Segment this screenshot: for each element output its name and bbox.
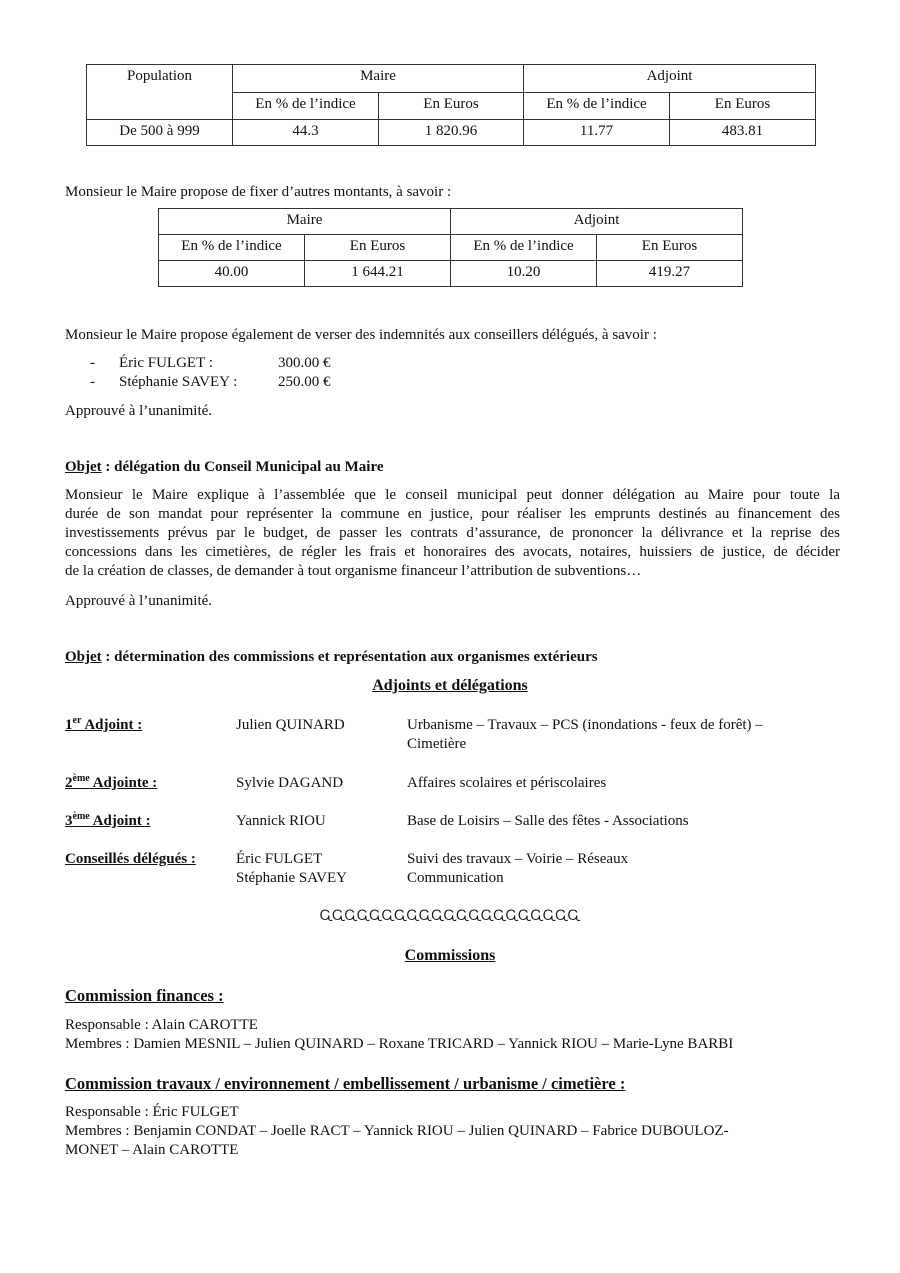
- role-label: Conseillés délégués :: [65, 851, 196, 867]
- adjoint-name: Yannick RIOU: [236, 813, 326, 829]
- header-adjoint: Adjoint: [451, 209, 743, 235]
- role-suffix: ème: [72, 773, 90, 784]
- objet-label: Objet: [65, 459, 102, 475]
- table-cell: 11.77: [524, 120, 670, 146]
- commissions-heading-text: Commissions: [404, 947, 496, 964]
- role-number: 3: [65, 813, 73, 829]
- subheader-indice: En % de l’indice: [159, 235, 305, 261]
- subheader-euros: En Euros: [670, 92, 816, 120]
- header-maire: Maire: [233, 65, 524, 93]
- approval-text: Approuvé à l’unanimité.: [65, 403, 213, 419]
- commission-membres: Membres : Benjamin CONDAT – Joelle RACT – Yannick RIOU – Julien QUINARD – Fabrice DUBOULOZ-: [65, 1123, 729, 1139]
- table-cell: 40.00: [159, 261, 305, 287]
- adjoint-name: Sylvie DAGAND: [236, 775, 344, 791]
- paragraph-line: investissements prévus par le budget, de passer les contrats d’assurance, de prononcer la délivrance et la reprise des: [65, 525, 840, 541]
- table-cell: 1 644.21: [305, 261, 451, 287]
- adjoint-duty: Urbanisme – Travaux – PCS (inondations - feux de forêt) –: [407, 717, 763, 733]
- paragraph-line: de la création de classes, de demander à tout organisme financeur l’attribution de subventions…: [65, 563, 642, 579]
- adjoints-heading: [0, 676, 900, 695]
- proposal-text: Monsieur le Maire propose également de verser des indemnités aux conseillers délégués, à savoir :: [65, 327, 657, 343]
- list-bullet: -: [90, 374, 95, 390]
- commission-responsable: Responsable : Éric FULGET: [65, 1104, 239, 1120]
- indemnity-table-reference: [86, 64, 816, 146]
- paragraph-line: concessions dans les cimetières, de régler les frais et honoraires des avocats, notaires, huissiers de justice, de décider: [65, 544, 840, 560]
- table-cell: 44.3: [233, 120, 379, 146]
- paragraph-line: Monsieur le Maire explique à l’assemblée que le conseil municipal peut donner délégation au Maire pour toute la: [65, 487, 840, 503]
- adjoint-duty: Communication: [407, 870, 504, 886]
- role-label: Adjointe :: [89, 775, 158, 791]
- role-suffix: ème: [72, 811, 90, 822]
- objet-title: : délégation du Conseil Municipal au Maire: [101, 459, 384, 475]
- table-cell: 419.27: [597, 261, 743, 287]
- subheader-euros: En Euros: [379, 92, 524, 120]
- adjoint-duty: Suivi des travaux – Voirie – Réseaux: [407, 851, 629, 867]
- adjoint-name: Julien QUINARD: [236, 717, 345, 733]
- adjoint-role: [65, 812, 151, 831]
- adjoint-duty: Affaires scolaires et périscolaires: [407, 775, 607, 791]
- commission-membres: Membres : Damien MESNIL – Julien QUINARD – Roxane TRICARD – Yannick RIOU – Marie-Lyne BARBI: [65, 1036, 734, 1052]
- commission-membres: MONET – Alain CAROTTE: [65, 1142, 239, 1158]
- adjoints-heading-text: Adjoints et délégations: [372, 677, 528, 694]
- objet-label: Objet: [65, 649, 102, 665]
- objet-heading: [65, 648, 598, 667]
- approval-text: Approuvé à l’unanimité.: [65, 593, 213, 609]
- adjoint-role: [65, 774, 157, 793]
- table-cell: De 500 à 999: [87, 120, 233, 146]
- delegate-amount: 300.00 €: [278, 355, 331, 371]
- ornament-divider: ᏩᏩᏩᏩᏩᏩᏩᏩᏩᏩᏩᏩᏩᏩᏩᏩᏩᏩᏩᏩᏩ: [319, 909, 581, 924]
- commission-responsable: Responsable : Alain CAROTTE: [65, 1017, 258, 1033]
- proposal-text: Monsieur le Maire propose de fixer d’autres montants, à savoir :: [65, 184, 452, 200]
- role-label: Adjoint :: [81, 717, 143, 733]
- indemnity-table-proposed: [158, 208, 743, 287]
- role-number: 2: [65, 775, 73, 791]
- objet-heading: [65, 458, 384, 477]
- subheader-indice: En % de l’indice: [451, 235, 597, 261]
- role-number: 1: [65, 717, 73, 733]
- header-maire: Maire: [159, 209, 451, 235]
- list-bullet: -: [90, 355, 95, 371]
- header-adjoint: Adjoint: [524, 65, 816, 93]
- paragraph-line: durée de son mandat pour représenter la commune en justice, pour réaliser les emprunts destinés au financement des: [65, 506, 840, 522]
- objet-title: : détermination des commissions et représentation aux organismes extérieurs: [101, 649, 598, 665]
- table-cell: 483.81: [670, 120, 816, 146]
- commission-travaux-title: Commission travaux / environnement / embellissement / urbanisme / cimetière :: [65, 1074, 626, 1093]
- role-suffix: er: [72, 715, 82, 726]
- subheader-indice: En % de l’indice: [524, 92, 670, 120]
- delegate-amount: 250.00 €: [278, 374, 331, 390]
- header-population: Population: [87, 65, 233, 120]
- adjoint-role: [65, 716, 142, 735]
- subheader-euros: En Euros: [597, 235, 743, 261]
- delegate-name: Stéphanie SAVEY :: [119, 374, 238, 390]
- subheader-euros: En Euros: [305, 235, 451, 261]
- commissions-heading: [0, 946, 900, 965]
- adjoint-role: [65, 850, 196, 869]
- delegation-paragraph: [65, 486, 840, 581]
- role-label: Adjoint :: [89, 813, 151, 829]
- commission-finances-title: Commission finances :: [65, 986, 224, 1005]
- table-cell: 10.20: [451, 261, 597, 287]
- table-cell: 1 820.96: [379, 120, 524, 146]
- adjoint-duty: Cimetière: [407, 736, 467, 752]
- adjoint-name: Éric FULGET: [236, 851, 323, 867]
- delegate-name: Éric FULGET :: [119, 355, 213, 371]
- adjoint-name: Stéphanie SAVEY: [236, 870, 347, 886]
- subheader-indice: En % de l’indice: [233, 92, 379, 120]
- adjoint-duty: Base de Loisirs – Salle des fêtes - Associations: [407, 813, 689, 829]
